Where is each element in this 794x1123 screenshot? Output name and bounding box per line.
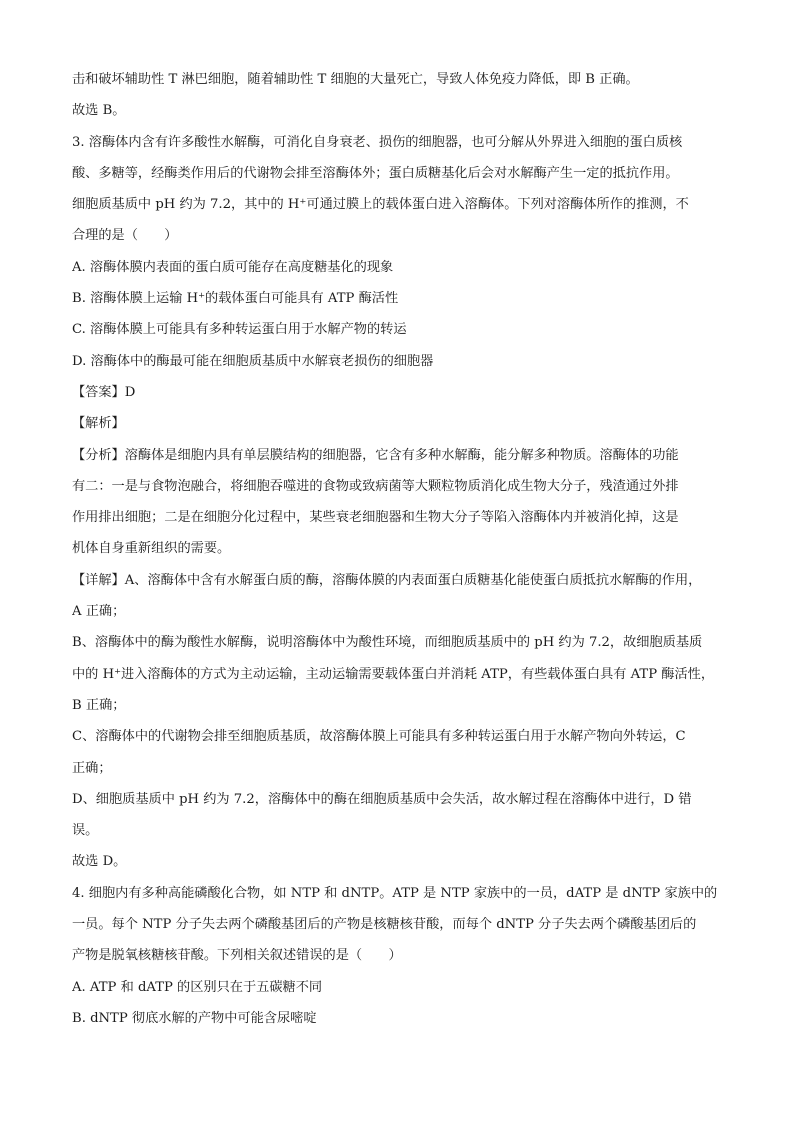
analysis-line-2: 有二：一是与食物泡融合，将细胞吞噬进的食物或致病菌等大颗粒物质消化成生物大分子，残渣通过外排 (72, 478, 679, 494)
question-4-stem-line-3: 产物是脱氧核糖核苷酸。下列相关叙述错误的是（ ） (72, 948, 402, 964)
question-3-stem-line-1: 3. 溶酶体内含有许多酸性水解酶，可消化自身衰老、损伤的细胞器，也可分解从外界进入细胞的蛋白质核 (72, 134, 683, 150)
question-4-option-a: A. ATP 和 dATP 的区别只在于五碳糖不同 (72, 979, 323, 995)
question-3-option-a: A. 溶酶体膜内表面的蛋白质可能存在高度糖基化的现象 (72, 259, 394, 275)
analysis-line-4: 机体自身重新组织的需要。 (72, 541, 231, 557)
detail-line-7: 正确； (72, 760, 112, 776)
detail-line-3: B、溶酶体中的酶为酸性水解酶，说明溶酶体中为酸性环境，而细胞质基质中的 pH 约为 7.2，故细胞质基质 (72, 635, 703, 651)
question-3-option-b: B. 溶酶体膜上运输 H⁺的载体蛋白可能具有 ATP 酶活性 (72, 291, 399, 307)
question-3-stem-line-4: 合理的是（ ） (72, 228, 178, 244)
analysis-line-3: 作用排出细胞；二是在细胞分化过程中，某些衰老细胞器和生物大分子等陷入溶酶体内并被消化掉，这是 (72, 510, 679, 526)
detail-line-8: D、细胞质基质中 pH 约为 7.2，溶酶体中的酶在细胞质基质中会失活，故水解过程在溶酶体中进行，D 错 (72, 791, 692, 807)
question-4-option-b: B. dNTP 彻底水解的产物中可能含尿嘧啶 (72, 1010, 317, 1026)
choice-conclusion: 故选 D。 (72, 854, 127, 870)
text-line-2: 故选 B。 (72, 103, 126, 119)
analysis-line-1: 【分析】溶酶体是细胞内具有单层膜结构的细胞器，它含有多种水解酶，能分解多种物质。溶酶体的功能 (72, 447, 679, 463)
detail-line-6: C、溶酶体中的代谢物会排至细胞质基质，故溶酶体膜上可能具有多种转运蛋白用于水解产物向外转运，C (72, 729, 686, 745)
detail-line-1: 【详解】A、溶酶体中含有水解蛋白质的酶，溶酶体膜的内表面蛋白质糖基化能使蛋白质抵抗水解酶的作用， (72, 572, 702, 588)
detail-line-9: 误。 (72, 823, 99, 839)
detail-line-5: B 正确； (72, 697, 126, 713)
detail-line-4: 中的 H⁺进入溶酶体的方式为主动运输，主动运输需要载体蛋白并消耗 ATP，有些载体蛋白具有 ATP 酶活性， (72, 666, 715, 682)
question-4-stem-line-1: 4. 细胞内有多种高能磷酸化合物，如 NTP 和 dNTP。ATP 是 NTP 家族中的一员，dATP 是 dNTP 家族中的 (72, 885, 718, 901)
analysis-label: 【解析】 (72, 416, 125, 432)
text-line-1: 击和破坏辅助性 T 淋巴细胞，随着辅助性 T 细胞的大量死亡，导致人体免疫力降低，即 B 正确。 (72, 72, 639, 87)
detail-line-2: A 正确； (72, 604, 126, 620)
question-3-stem-line-3: 细胞质基质中 pH 约为 7.2，其中的 H⁺可通过膜上的载体蛋白进入溶酶体。下列对溶酶体所作的推测，不 (72, 197, 689, 213)
answer-label: 【答案】D (72, 384, 136, 400)
question-3-stem-line-2: 酸、多糖等，经酶类作用后的代谢物会排至溶酶体外；蛋白质糖基化后会对水解酶产生一定的抵抗作用。 (72, 165, 679, 181)
question-3-option-c: C. 溶酶体膜上可能具有多种转运蛋白用于水解产物的转运 (72, 322, 407, 338)
question-4-stem-line-2: 一员。每个 NTP 分子失去两个磷酸基团后的产物是核糖核苷酸，而每个 dNTP 分子失去两个磷酸基团后的 (72, 917, 697, 933)
document-page (72, 64, 724, 1034)
question-3-option-d: D. 溶酶体中的酶最可能在细胞质基质中水解衰老损伤的细胞器 (72, 353, 434, 369)
